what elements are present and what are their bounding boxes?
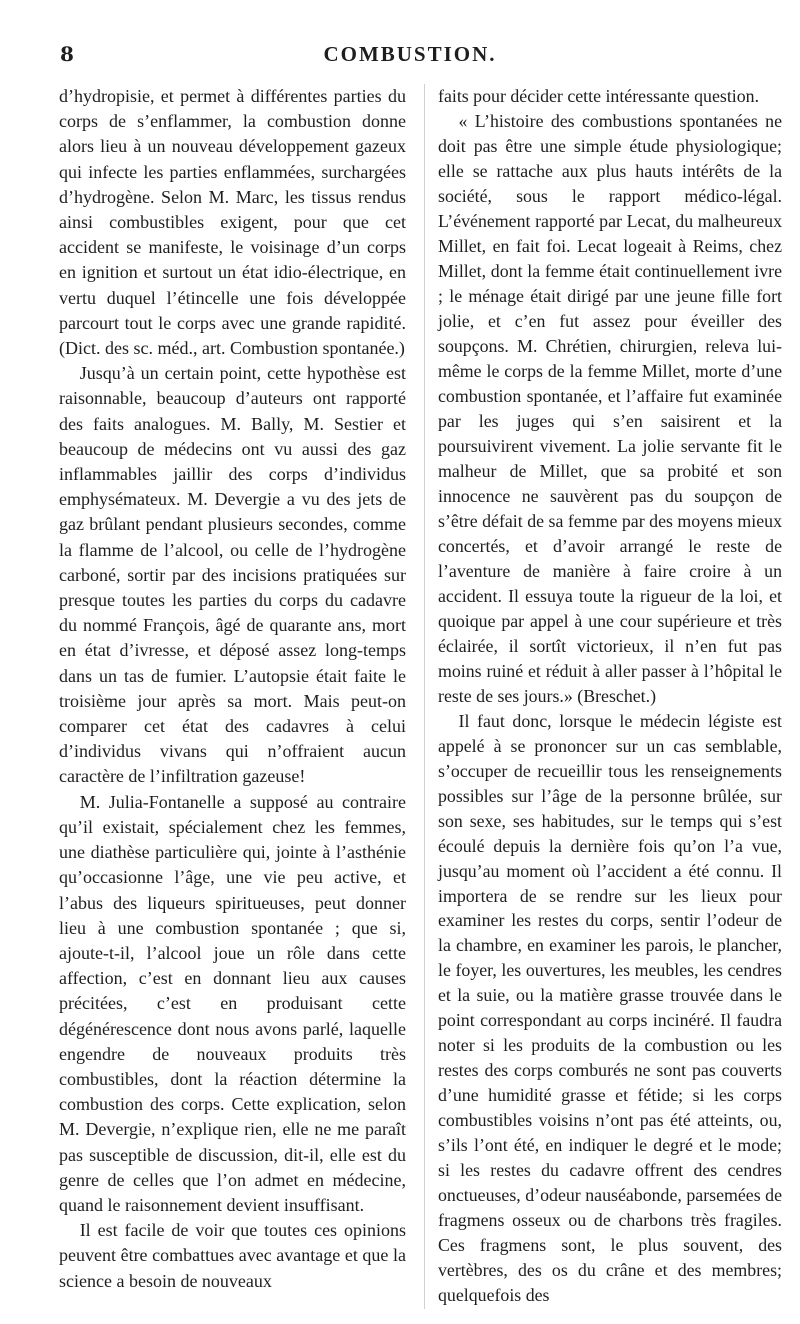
paragraph: d’hydropisie, et permet à différentes parties du corps de s’enflammer, la combustion donne alors lieu à un nouveau développement gazeux qui infecte les parties enflammées, surchargées d’hydrogène. Selon M. Marc, les tissus rendus ainsi combustibles exigent, pour que cet accident se manifeste, le voisinage d’un corps en ignition et surtout un état idio-électrique, en vertu duquel l’étincelle une fois développée parcourt tout le corps avec une grande rapidité. (Dict. des sc. méd., art. Combustion spontanée.) <box>59 86 406 359</box>
left-column <box>59 84 406 1294</box>
page-number: 8 <box>60 42 74 66</box>
paragraph: « L’histoire des combustions spontanées ne doit pas être une simple étude physiologique; elle se rattache aux plus hauts intérêts de la société, sous le rapport médico-légal. L’événement rapporté par Lecat, du malheureux Millet, en fait foi. Lecat logeait à Reims, chez Millet, dont la femme était continuellement ivre ; le ménage était dirigé par une jeune fille fort jolie, et c’en fut assez pour éveiller des soupçons. M. Chrétien, chirurgien, releva lui-même le corps de la femme Millet, morte d’une combustion spontanée, et l’affaire fut examinée par les juges qui s’en saisirent et la poursuivirent vivement. La jolie servante fit le malheur de Millet, que sa probité et son innocence ne sauvèrent pas du soupçon de s’être défait de sa femme par des moyens mieux concertés, et d’avoir arrangé le reste de l’aventure de manière à faire croire à un accident. Il essuya toute la rigueur de la loi, et quoique par appel à une cour supérieure et très éclairée, il sortît victorieux, il n’en fut pas moins ruiné et réduit à aller passer à l’hôpital le reste de ses jours.» (Breschet.) <box>438 110 782 706</box>
page-header <box>60 42 760 74</box>
paragraph: M. Julia-Fontanelle a supposé au contraire qu’il existait, spécialement chez les femmes, une diathèse particulière qui, jointe à l’asthénie qu’occasionne l’âge, une vie peu active, et l’abus des liqueurs spiritueuses, peut donner lieu à une combustion spontanée ; que si, ajoute-t-il, l’alcool joue un rôle dans cette affection, c’est en donnant lieu aux causes précitées, c’est en produisant cette dégénérescence dont nous avons parlé, laquelle engendre de nouveaux produits très combustibles, dont la réaction détermine la combustion des corps. Cette explication, selon M. Devergie, n’explique rien, elle ne me paraît pas susceptible de discussion, dit-il, elle est du genre de celles que l’on admet en médecine, quand le raisonnement devient insuffisant. <box>59 791 406 1215</box>
column-divider <box>424 84 425 1309</box>
paragraph: faits pour décider cette intéressante question. <box>438 86 760 106</box>
paragraph: Jusqu’à un certain point, cette hypothèse est raisonnable, beaucoup d’auteurs ont rapporté des faits analogues. M. Bally, M. Sestier et beaucoup de médecins ont vu aussi des gaz inflammables jaillir des corps d’individus emphysémateux. M. Devergie a vu des jets de gaz brûlant pendant plusieurs secondes, comme la flamme de l’alcool, ou celle de l’hydrogène carboné, sortir par des incisions pratiquées sur presque toutes les parties du corps du cadavre du nommé François, âgé de quarante ans, mort en état d’ivresse, et déposé assez long-temps dans un tas de fumier. L’autopsie était faite le troisième jour après sa mort. Mais peut-on comparer cet état des cadavres à celui d’individus vivans qui n’offraient aucun caractère de l’infiltration gazeuse! <box>59 363 406 787</box>
paragraph: Il faut donc, lorsque le médecin légiste est appelé à se prononcer sur un cas semblable, s’occuper de recueillir tous les renseignements possibles sur l’âge de la personne brûlée, sur son sexe, ses habitudes, sur le temps qui s’est écoulé depuis la dernière fois qu’on l’a vue, jusqu’au moment où l’accident a été connu. Il importera de se rendre sur les lieux pour examiner les restes du corps, sentir l’odeur de la chambre, en examiner les parois, le plancher, le foyer, les ouvertures, les meubles, les cendres et la suie, ou la matière grasse trouvée dans le point correspondant au corps incinéré. Il faudra noter si les produits de la combustion ou les restes des corps comburés ne sont pas couverts d’une humidité grasse et fétide; si les corps combustibles voisins n’ont pas été atteints, ou, s’ils l’ont été, en indiquer le degré et le mode; si les restes du cadavre offrent des cendres onctueuses, d’odeur nauséabonde, parsemées de fragmens osseux ou de charbons très fragiles. Ces fragmens sont, le plus souvent, des vertèbres, des os du crâne et des membres; quelquefois des <box>438 710 782 1306</box>
right-column <box>438 84 782 1308</box>
paragraph: Il est facile de voir que toutes ces opinions peuvent être combattues avec avantage et que la science a besoin de nouveaux <box>59 1220 406 1291</box>
running-title: COMBUSTION. <box>323 42 497 66</box>
